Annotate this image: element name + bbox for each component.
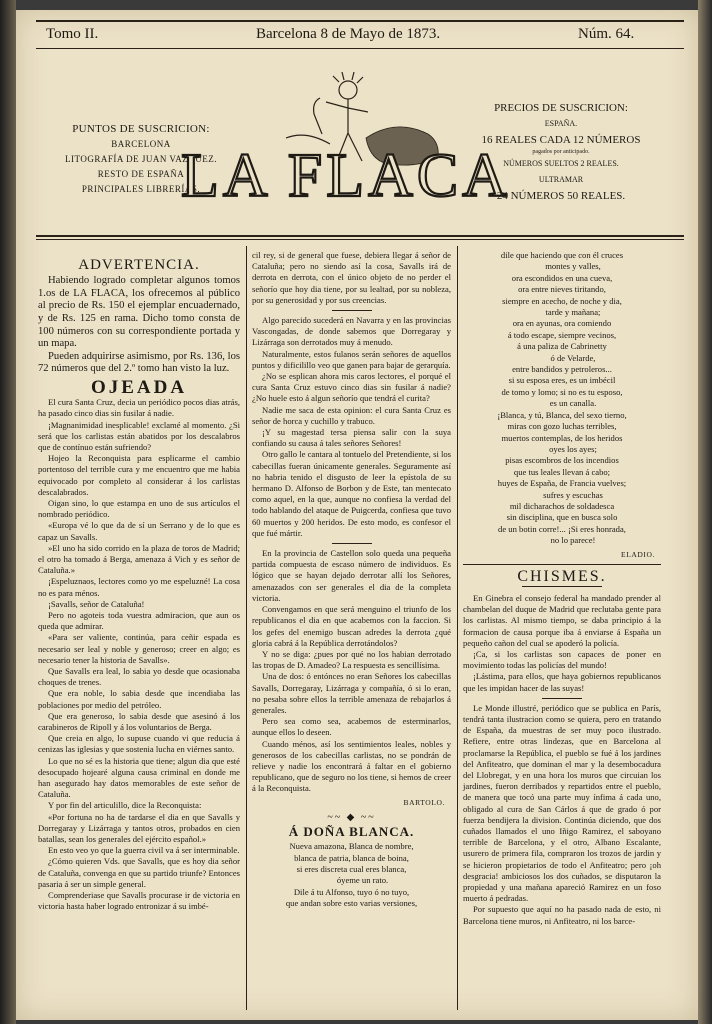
poem-line: huyes de España, de Francia vuelves; — [497, 478, 627, 489]
paragraph: En Ginebra el consejo federal ha mandado prender al chambelan del duque de Madrid que reclutaba gente para los carlistas. Al mismo tiempo, se daba principio á la formacion de causa porque iba á enviarse á España un pequeño cañon del cual se apoderó la policía. — [463, 592, 661, 648]
poem-line: ora escondidos en una cueva, — [511, 272, 613, 283]
poem-line: si eres discreta cual eres blanca, — [296, 863, 407, 874]
paragraph: Que era generoso, lo sabia desde que asesinó á los carabineros de Ripoll y á los voluntarios de Berga. — [38, 710, 240, 733]
paragraph: Otro gallo le cantara al tontuelo del Pretendiente, si los cabecillas fueran únicamente generales. Seguramente así no habria tenido el disgusto de leer la epístola de su hermano D. Alfonso de Borbon y de Este, tan mentecato como aquel, en la que, aunque no confiesa la verdad del todo hablando del ataque de Puigcerda, confiesa que tuvo 60 muertos y 200 heridos. De esto modo, es confesor el que fué mártir. — [252, 449, 452, 538]
poem-line: ora entre nieves tiritando, — [518, 284, 606, 295]
title-underline — [522, 586, 602, 587]
subscription-point-line: RESTO DE ESPAÑA — [97, 169, 185, 179]
poem-line: sufres y escuchas — [543, 489, 603, 500]
paragraph: Y no se diga: ¿pues por qué no los habian derrotado las tropas de D. Amadeo? La respuesta es sencillísima. — [252, 648, 451, 671]
paragraph: Por supuesto que aquí no ha pasado nada de esto, ni Barcelona tiene muros, ni Anfiteatro, ni los barce- — [463, 904, 661, 926]
paragraph: Una de dos: ó entónces no eran Señores los cabecillas Savalls, Dorregaray, Lizárraga y compañía, ó si lo eran, no pesaba sobre ellos la terrible amenaza de rebajarlos á generales. — [252, 671, 451, 715]
poem-line: Dile á tu Alfonso, tuyo ó no tuyo, — [293, 886, 410, 897]
poem-line: dile que haciendo que con él cruces — [500, 250, 624, 260]
section-rule — [463, 564, 661, 565]
poem-line: que tus leales llevan á cabo; — [513, 466, 611, 477]
paragraph: »El uno ha sido corrido en la plaza de toros de Madrid; el otro ha tomado á Berga, amenaza á Vich y es señor de Cataluña.» — [38, 542, 240, 576]
subscription-points-heading: PUNTOS DE SUSCRICION: — [72, 123, 210, 135]
paragraph: Oigan sino, lo que estampa en uno de sus artículos el nombrado periódico. — [38, 497, 240, 520]
poem-line: miras con gozo luchas terribles, — [507, 421, 617, 432]
poem-continued — [463, 250, 661, 547]
ornament-divider: ~~ ◆ ~~ — [327, 811, 376, 823]
paragraph: Pero sea como sea, acabemos de esterminarlos, aunque ellos lo deseen. — [252, 716, 451, 738]
poem-line: oyes los ayes; — [549, 443, 597, 454]
price-line: 24 NÚMEROS 50 REALES. — [496, 190, 626, 202]
poem-line: es un canalla. — [549, 398, 597, 409]
advertencia-body — [38, 275, 240, 376]
poem-start — [252, 841, 451, 909]
paragraph: ¡Magnanimidad inesplicable! exclamé al momento. ¿Si será que los carlistas están abatidos por los descalabros que de contínuo están sufriendo? — [38, 419, 240, 452]
paragraph: Algo parecido sucederá en Navarra y en las provincias Vascongadas, de donde sabemos que Dorregaray y Lizárraga son derrotados muy á menudo. — [252, 315, 451, 348]
price-line: ULTRAMAR — [538, 175, 584, 184]
poem-line: entre bandidos y petroleros... — [512, 364, 612, 375]
poem-line: que andan sobre esto varias versiones, — [285, 898, 418, 909]
header-rule — [36, 48, 684, 49]
poem-line: de tomo y lomo; si no es tu esposo, — [501, 386, 623, 397]
paragraph: Naturalmente, estos fulanos serán señores de aquellos puntos y dificilillo veo que ganen para bajar de gerarquía. — [252, 348, 451, 370]
poem-line: siempre en acecho, de noche y dia, — [502, 295, 622, 306]
advertencia-title: ADVERTENCIA. — [78, 257, 200, 273]
paragraph: «Para ser valiente, continúa, para ceñir espada es necesario ser leal y noble y generoso; creer en algo; es necesario tener la historia de Savalls». — [38, 632, 240, 665]
chismes-title: CHISMES. — [517, 567, 607, 585]
subscription-point-line: LITOGRAFÍA DE JUAN VAZQUEZ. — [64, 154, 217, 164]
poem-line: ó de Velarde, — [550, 352, 596, 363]
subscription-point-line: PRINCIPALES LIBRERÍAS. — [81, 184, 201, 194]
paragraph: Habiendo logrado completar algunos tomos 1.os de LA FLACA, los ofrecemos al público al precio de Rs. 150 el ejemplar encuadernado, y de Rs. 125 en rama. Dicho tomo consta de 100 números con su correspondiente portada y un mapa. — [38, 275, 240, 350]
la-flaca-logo — [181, 68, 511, 218]
separator — [332, 543, 372, 544]
poem-line: de un botin corre!... ¡Si eres honrada, — [498, 523, 626, 534]
poem-line: tarde y mañana; — [545, 307, 601, 318]
paragraph: Comprenderiase que Savalls procurase ir de victoria en victoria hasta haber logrado entronizar á su imbé- — [38, 890, 240, 912]
header-line — [36, 26, 686, 48]
page-edges — [698, 0, 712, 1024]
price-line: NÚMEROS SUELTOS 2 REALES. — [503, 159, 619, 168]
column-3 — [463, 250, 661, 927]
top-rule — [36, 20, 684, 22]
price-line: 16 REALES CADA 12 NÚMEROS — [481, 134, 641, 146]
signature: BARTOLO. — [403, 797, 445, 807]
date-label: Barcelona 8 de Mayo de 1873. — [256, 26, 441, 42]
poem-line: sin disciplina, que en busca solo — [506, 512, 618, 523]
book-spine — [0, 0, 16, 1024]
poem-line: no lo parece! — [550, 535, 596, 546]
paragraph: Que era noble, lo sabia desde que incendiaba las poblaciones por medio del petróleo. — [38, 688, 240, 710]
poem-line: á todo escape, siempre vecinos, — [507, 329, 617, 340]
paragraph: «Europa vé lo que da de sí un Serrano y de lo que es capaz un Savalls. — [38, 520, 240, 542]
paragraph: ¡Lástima, para ellos, que haya gobiernos republicanos que les impidan hacer de las suyas! — [463, 671, 661, 693]
paragraph: «Por fortuna no ha de tardarse el dia en que Savalls y Dorregaray y Lizárraga y tantos otros, probados en cien batallas, sean los generales del ejército español.» — [38, 811, 240, 845]
paragraph: El cura Santa Cruz, decia un periódico pocos dias atrás, ha pasado cinco dias sin fusilar á nadie. — [38, 397, 240, 419]
newspaper-page — [16, 10, 698, 1020]
ojeada-title: OJEADA — [90, 376, 188, 398]
price-line: ESPAÑA. — [544, 119, 578, 128]
subscription-point-line: BARCELONA — [111, 139, 171, 149]
volume-label: Tomo II. — [46, 26, 99, 42]
poem-line: pisas escombros de los incendios — [505, 455, 619, 466]
poem-line: ora en ayunas, ora comiendo — [512, 318, 612, 329]
paragraph: Lo que no sé es la historia que tiene; algun dia que esté desocupado hojearé alguna causa criminal en donde me han asegurado hay datos memorables de este señor de Cataluña. — [38, 755, 240, 800]
column-1 — [38, 258, 240, 913]
paragraph: Pueden adquirirse asimismo, por Rs. 136, los 72 números que del 2.º tomo han visto la luz. — [38, 350, 240, 375]
poem-signature: ELADIO. — [621, 549, 655, 559]
paragraph: Y por fin del articulillo, dice la Reconquista: — [48, 800, 202, 811]
paragraph: ¡Savalls, señor de Cataluña! — [48, 598, 145, 609]
paragraph: ¡Espeluznaos, lectores como yo me espeluzné! La cosa no es para ménos. — [38, 576, 240, 598]
issue-number: Núm. 64. — [578, 26, 635, 42]
separator — [332, 310, 372, 311]
poem-line: ¡Blanca, y tú, Blanca, del sexo tierno, — [497, 409, 627, 420]
poem-line: óyeme un rato. — [336, 875, 389, 886]
column-2 — [252, 250, 451, 910]
paragraph: ¡Ca, si los carlistas son capaces de poner en movimiento todas las policías del mundo! — [463, 648, 661, 671]
logo-text: LA FLACA — [181, 142, 511, 210]
poem-line: Nueva amazona, Blanca de nombre, — [289, 841, 414, 852]
poem-line: si su esposa eres, es un imbécil — [508, 375, 616, 386]
paragraph: Que creia en algo, lo supuse cuando vi que reducia á cenizas las iglesias y que sostenia lucha en viérnes santo. — [38, 733, 240, 755]
column-divider — [457, 246, 458, 1010]
poem-line: mil dicharachos de soldadesca — [509, 500, 615, 511]
masthead-rule — [36, 235, 684, 237]
poem-line: blanca de patria, blanca de boina, — [294, 852, 409, 863]
paragraph: Le Monde illustré, periódico que se publica en París, tendrá tanta ilustracion como se quiera, pero en tratando de España, da muestras de ser muy poco ilustrado. Refiere, entre otras lindezas, que en Barcelona al proclamarse la República, el pueblo se fué á los jardines del Anfiteatro, que dominan el mar y la desembocadura del Llobregat, y en una hora los muros que circuian los jardines, fueron derribados y repartidos entre el pueblo, de manera que tocó una parte muy ínfima á cada uno, obligado al cura de San Cárlos á que de grado ó por fuerza bendijera la division. Continúa diciendo, que dos cuñados llamados el uno Iñigo Ramirez, el saboyano terrible de Barcelona, y el otro, Albano Escalante, usurero de primera fila, compraron los trozos de jardin y se hicieron propietarios de todo el Anfiteatro; pero ¡oh desgracia! ambiciosos los dos cuñados, se disputaron la propiedad y una mañana apareció Ramirez en un foso muerto á pedradas. — [463, 702, 661, 904]
paragraph: ¿Cómo quieren Vds. que Savalls, que es hoy dia señor de Cataluña, convenga en que su partido triunfe? Entonces pasaria á ser un simple general. — [38, 856, 240, 889]
poem-title: Á DOÑA BLANCA. — [288, 823, 415, 839]
separator — [542, 698, 582, 699]
paragraph: Cuando ménos, así los sentimientos leales, nobles y generosos de los cabecillas carlistas, no se pondrán de relieve y nadie los encontrará á faltar en el gobierno republicano, que de seguro no los tiene, si hemos de creer á la Reconquista. — [252, 738, 451, 794]
poem-line: montes y valles, — [545, 261, 601, 272]
paragraph: Convengamos en que será menguino el triunfo de los republicanos el dia en que acabemos con la faccion. Si los gefes del enemigo buscan adredes la derrota ¿qué gloria cabrá á la República derrotándolos? — [252, 604, 451, 648]
subscription-prices — [476, 100, 646, 204]
subscription-prices-heading: PRECIOS DE SUSCRICION: — [494, 102, 628, 114]
masthead-rule-thin — [36, 239, 684, 240]
paragraph: En la provincia de Castellon solo queda una pequeña partida compuesta de escaso número de individuos. Es lógico que se hayan dejado derrotar allí los Señores, amenazados con ser generales el dia de la completa victoria. — [252, 548, 451, 603]
paragraph: Que Savalls era leal, lo sabia yo desde que ocasionaba choques de trenes. — [38, 666, 240, 688]
poem-line: á una paliza de Cabrinetty — [517, 341, 607, 352]
price-line: pagados por anticipado. — [532, 149, 590, 155]
paragraph: Pero no agoteis toda vuestra admiracion, que aun os queda que admirar. — [38, 610, 240, 632]
paragraph: En esto veo yo que la guerra civil va á ser interminable. — [48, 845, 240, 856]
paragraph: cil rey, si de general que fuese, debiera llegar á señor de Cataluña; pero no siendo así la cosa, Savalls irá de derrota en derrota, con el único objeto de no perder el señorío que hoy dia tiene, por su lealtad, por su nobleza, por su generosidad y por sus creencias. — [252, 250, 451, 305]
column-divider — [246, 246, 247, 1010]
poem-line: muertos contemplas, de los heridos — [501, 432, 623, 443]
paragraph: Nadie me saca de esta opinion: el cura Santa Cruz es señor de horca y cuchillo y trabuco. — [252, 404, 451, 426]
paragraph: ¿No se esplican ahora mis caros lectores, el porqué el cura Santa Cruz estuvo cinco dias sin fusilar á nadie? ¿No huele esto á algun señorío que tendrá el curita? — [252, 371, 451, 404]
paragraph: ¡Y su magestad tersa piensa salir con la suya confiando su causa á tales señores Señores! — [252, 427, 451, 449]
paragraph: Hojeo la Reconquista para esplicarme el cambio portentoso del terrible cura y me encuentro que me habia equivocado por completo al considerar á los carlistas descalabrados. — [38, 453, 240, 497]
